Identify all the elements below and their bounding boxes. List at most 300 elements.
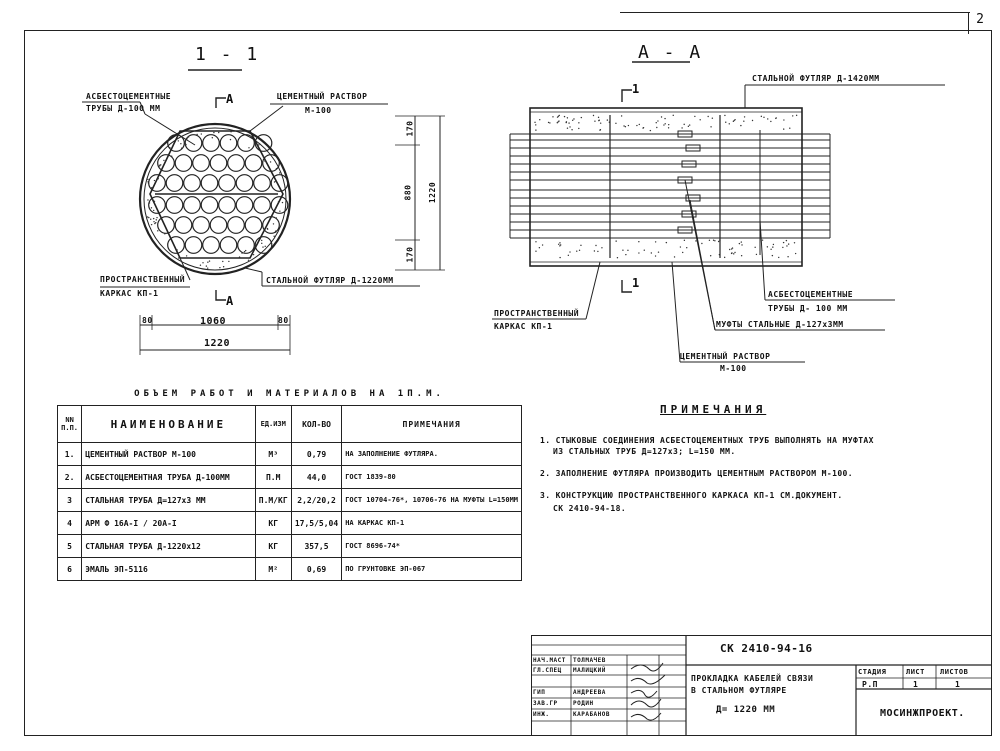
mortar-dot (181, 148, 182, 149)
mortar-dot (169, 147, 170, 148)
cell-qty: 0,69 (291, 558, 341, 581)
mortar-dot (621, 115, 622, 116)
mortar-dot (713, 240, 714, 241)
drawing-title-1: ПРОКЛАДКА КАБЕЛЕЙ СВЯЗИ (691, 674, 814, 683)
mortar-dot (683, 124, 684, 125)
pipe-circle (203, 135, 220, 152)
mortar-dot (598, 117, 599, 118)
mortar-dot (734, 252, 735, 253)
mortar-dot (549, 122, 550, 123)
mortar-dot (744, 116, 745, 117)
mortar-dot (253, 254, 254, 255)
mortar-dot (594, 120, 595, 121)
mortar-dot (794, 242, 795, 243)
dim-80-left: 80 (142, 316, 153, 325)
mortar-dot (559, 115, 560, 116)
mortar-dot (262, 246, 263, 247)
mortar-dot (741, 255, 742, 256)
mortar-dot (729, 123, 730, 124)
mortar-dot (164, 233, 165, 234)
mortar-dot (213, 132, 214, 133)
pipe-circle (236, 175, 253, 192)
mortar-dot (159, 165, 160, 166)
mortar-dot (792, 115, 793, 116)
mortar-dot (725, 122, 726, 123)
mortar-dot (535, 241, 536, 242)
cell-num: 2. (58, 466, 82, 489)
note-line-2: ИЗ СТАЛЬНЫХ ТРУБ Д=127х3; L=150 ММ. (553, 447, 736, 456)
mortar-dot (623, 125, 624, 126)
note-line-3: 2. ЗАПОЛНЕНИЕ ФУТЛЯРА ПРОИЗВОДИТЬ ЦЕМЕНТНЫМ РАСТВОРОМ М-100. (540, 469, 853, 478)
mortar-dot (275, 181, 276, 182)
dim-880: 880 (403, 184, 413, 201)
mortar-dot (207, 261, 208, 262)
mortar-dot (655, 255, 656, 256)
cell-unit: КГ (255, 535, 291, 558)
mortar-dot (680, 246, 681, 247)
mortar-dot (718, 241, 719, 242)
mortar-dot (569, 126, 570, 127)
doc-code: СК 2410-94-16 (720, 642, 813, 655)
mortar-dot (656, 122, 657, 123)
mortar-dot (636, 125, 637, 126)
mortar-dot (754, 247, 755, 248)
dim-1220-vertical: 1220 (428, 181, 438, 204)
mortar-dot (186, 255, 187, 256)
mortar-dot (273, 236, 274, 237)
mortar-dot (786, 240, 787, 241)
pipe-circle (203, 237, 220, 254)
cell-num: 3 (58, 489, 82, 512)
mortar-dot (261, 240, 262, 241)
mortar-dot (209, 260, 210, 261)
mortar-dot (694, 116, 695, 117)
mortar-dot (207, 267, 208, 268)
mortar-dot (772, 255, 773, 256)
signer-role: ЗАВ.ГР (533, 700, 558, 707)
mortar-dot (615, 123, 616, 124)
mortar-dot (576, 250, 577, 251)
pipe-circle (263, 217, 280, 234)
pipe-circle (228, 217, 245, 234)
mortar-dot (535, 251, 536, 252)
cell-name: СТАЛЬНАЯ ТРУБА Д=127х3 ММ (82, 489, 255, 512)
cell-note: НА ЗАПОЛНЕНИЕ ФУТЛЯРА. (342, 443, 522, 466)
mortar-dot (152, 199, 153, 200)
table-row (58, 535, 522, 558)
mortar-dot (180, 143, 181, 144)
mortar-dot (566, 121, 567, 122)
mortar-dot (264, 160, 265, 161)
cell-unit: П.М (255, 466, 291, 489)
mortar-dot (157, 230, 158, 231)
pipe-circle (245, 217, 262, 234)
mortar-dot (248, 147, 249, 148)
mortar-dot (710, 126, 711, 127)
cell-note: ГОСТ 10704-76*, 10706-76 НА МУФТЫ L=150ММ (342, 489, 522, 512)
pipe-circle (236, 197, 253, 214)
label-casing-1420: СТАЛЬНОЙ ФУТЛЯР Д-1420ММ (752, 74, 880, 83)
mortar-dot (763, 117, 764, 118)
mortar-dot (714, 240, 715, 241)
mortar-dot (196, 134, 197, 135)
sheet-corner-number: 2 (968, 12, 991, 34)
pipe-circle (254, 175, 271, 192)
mortar-dot (163, 160, 164, 161)
pipe-circle (175, 217, 192, 234)
mortar-dot (248, 260, 249, 261)
mortar-dot (650, 130, 651, 131)
mortar-dot (581, 117, 582, 118)
mortar-dot (701, 243, 702, 244)
mortar-dot (147, 216, 148, 217)
mortar-dot (558, 120, 559, 121)
mortar-dot (558, 244, 559, 245)
pipe-circle (166, 175, 183, 192)
mortar-dot (644, 250, 645, 251)
mortar-dot (230, 131, 231, 132)
mortar-dot (578, 128, 579, 129)
mortar-dot (239, 256, 240, 257)
label-casing-1220: СТАЛЬНОЙ ФУТЛЯР Д-1220ММ (266, 276, 394, 285)
mortar-dot (600, 129, 601, 130)
mortar-dot (741, 241, 742, 242)
mortar-dot (218, 132, 219, 133)
mortar-dot (567, 128, 568, 129)
label-mortar-2: М-100 (305, 106, 332, 115)
quantities-title: ОБЪЕМ РАБОТ И МАТЕРИАЛОВ НА 1П.М. (58, 383, 522, 406)
mortar-dot (689, 124, 690, 125)
label-frame-1: ПРОСТРАНСТВЕННЫЙ (100, 275, 186, 284)
drawing-title-2: В СТАЛЬНОМ ФУТЛЯРЕ (691, 686, 787, 695)
pipe-circle (149, 175, 166, 192)
cell-unit: КГ (255, 512, 291, 535)
pipe-circle (185, 237, 202, 254)
mortar-dot (149, 202, 150, 203)
cell-name: ЭМАЛЬ ЭП-5116 (82, 558, 255, 581)
signer-name: ТОЛМАЧЕВ (573, 657, 606, 664)
mortar-dot (661, 116, 662, 117)
signer-role: ИНЖ. (533, 711, 550, 718)
mortar-dot (245, 250, 246, 251)
mortar-dot (712, 118, 713, 119)
pipe-circle (158, 217, 175, 234)
label-pipes-1: АСБЕСТОЦЕМЕНТНЫЕ (86, 92, 172, 101)
mortar-dot (171, 156, 172, 157)
signer-role: ГЛ.СПЕЦ (533, 667, 562, 674)
mortar-dot (668, 127, 669, 128)
mortar-dot (772, 246, 773, 247)
mortar-dot (261, 243, 262, 244)
mortar-dot (770, 249, 771, 250)
cell-num: 1. (58, 443, 82, 466)
mortar-dot (279, 172, 280, 173)
mortar-dot (681, 127, 682, 128)
mortar-dot (783, 242, 784, 243)
mortar-dot (151, 224, 152, 225)
mortar-dot (176, 249, 177, 250)
section-mark-a-top: А (226, 92, 234, 106)
mortar-dot (147, 199, 148, 200)
mortar-dot (666, 242, 667, 243)
header-name: НАИМЕНОВАНИЕ (82, 406, 255, 443)
mortar-dot (559, 242, 560, 243)
mortar-dot (695, 240, 696, 241)
label-aa-mortar-1: ЦЕМЕНТНЫЙ РАСТВОР (680, 352, 771, 361)
table-row (58, 466, 522, 489)
mortar-dot (202, 262, 203, 263)
mortar-dot (638, 252, 639, 253)
mortar-dot (729, 249, 730, 250)
mortar-dot (188, 136, 189, 137)
mortar-dot (773, 244, 774, 245)
mortar-dot (567, 117, 568, 118)
table-row (58, 489, 522, 512)
mortar-dot (682, 252, 683, 253)
mortar-dot (786, 245, 787, 246)
mortar-dot (788, 243, 789, 244)
mortar-dot (734, 119, 735, 120)
dim-1060: 1060 (200, 316, 227, 327)
cell-qty: 357,5 (291, 535, 341, 558)
pipe-circle (220, 135, 237, 152)
mortar-dot (263, 156, 264, 157)
mortar-dot (153, 221, 154, 222)
mortar-dot (273, 223, 274, 224)
mortar-dot (186, 138, 187, 139)
mortar-dot (578, 122, 579, 123)
pipe-circle (219, 197, 236, 214)
long-pipes (510, 134, 830, 238)
couplings-column (678, 131, 700, 233)
table-row (58, 512, 522, 535)
section-mark-a-bottom: А (226, 294, 234, 308)
mortar-dot (275, 230, 276, 231)
mortar-dot (688, 126, 689, 127)
cell-qty: 44,0 (291, 466, 341, 489)
label-aa-pipes-1: АСБЕСТОЦЕМЕНТНЫЕ (768, 290, 854, 299)
note-line-1: 1. СТЫКОВЫЕ СОЕДИНЕНИЯ АСБЕСТОЦЕМЕНТНЫХ ТРУБ ВЫПОЛНЯТЬ НА МУФТАХ (540, 436, 874, 445)
mortar-dot (597, 251, 598, 252)
mortar-dot (724, 257, 725, 258)
mortar-dot (539, 247, 540, 248)
mortar-dot (778, 257, 779, 258)
mortar-dot (770, 121, 771, 122)
section-a-a-title: А - А (638, 42, 703, 63)
mortar-dot (559, 257, 560, 258)
mortar-dot (151, 207, 152, 208)
cell-num: 5 (58, 535, 82, 558)
section-1-1-title: 1 - 1 (195, 44, 260, 65)
mortar-dot (599, 120, 600, 121)
mortar-dot (279, 210, 280, 211)
mortar-dot (154, 201, 155, 202)
mortar-dot (147, 181, 148, 182)
label-aa-pipes-2: ТРУБЫ Д- 100 ММ (768, 304, 848, 313)
label-pipes-2: ТРУБЫ Д-100 ММ (86, 104, 161, 113)
mortar-dot (656, 127, 657, 128)
stage-header: СТАДИЯ (858, 668, 887, 676)
pipe-circle (201, 175, 218, 192)
mortar-dot (276, 217, 277, 218)
mortar-dot (153, 210, 154, 211)
mortar-dot (158, 178, 159, 179)
mortar-dot (674, 256, 675, 257)
mortar-dot (560, 244, 561, 245)
pipe-circle (210, 155, 227, 172)
mortar-dot (607, 119, 608, 120)
cell-unit: М² (255, 558, 291, 581)
mortar-dot (275, 208, 276, 209)
label-mortar-1: ЦЕМЕНТНЫЙ РАСТВОР (277, 92, 368, 101)
pipe-circle (193, 217, 210, 234)
mortar-dot (740, 125, 741, 126)
mortar-dot (568, 255, 569, 256)
mortar-dot (178, 257, 179, 258)
table-row (58, 558, 522, 581)
pipe-circle (201, 197, 218, 214)
header-note: ПРИМЕЧАНИЯ (342, 406, 522, 443)
table-row (58, 443, 522, 466)
label-frame-2: КАРКАС КП-1 (100, 289, 159, 298)
mortar-dot (709, 240, 710, 241)
pipe-circle (158, 155, 175, 172)
mortar-dot (628, 125, 629, 126)
mortar-dot (201, 133, 202, 134)
mortar-dot (265, 246, 266, 247)
mortar-dot (796, 115, 797, 116)
mortar-dot (241, 252, 242, 253)
mortar-dot (627, 250, 628, 251)
mortar-dot (617, 257, 618, 258)
dim-1220-horizontal: 1220 (204, 338, 231, 349)
mortar-dot (686, 247, 687, 248)
dim-170-bottom: 170 (405, 246, 415, 263)
mortar-dot (639, 124, 640, 125)
cell-note: ГОСТ 1839-80 (342, 466, 522, 489)
pipe-circle (219, 175, 236, 192)
mortar-dot (789, 128, 790, 129)
mortar-dot (148, 183, 149, 184)
mortar-dot (625, 254, 626, 255)
mortar-dot (274, 181, 275, 182)
mortar-dot (707, 116, 708, 117)
mortar-dot (657, 120, 658, 121)
mortar-dot (535, 124, 536, 125)
note-line-4: 3. КОНСТРУКЦИЮ ПРОСТРАНСТВЕННОГО КАРКАСА КП-1 СМ.ДОКУМЕНТ. (540, 491, 843, 500)
pipe-circle (184, 197, 201, 214)
header-qty: КОЛ-ВО (291, 406, 341, 443)
mortar-dot (548, 122, 549, 123)
mortar-dot (732, 247, 733, 248)
mortar-dot (573, 118, 574, 119)
notes-title: ПРИМЕЧАНИЯ (660, 403, 767, 416)
mortar-dot (622, 250, 623, 251)
cell-unit: П.М/КГ (255, 489, 291, 512)
mortar-dot (665, 123, 666, 124)
mortar-dot (154, 174, 155, 175)
quantities-rows (58, 443, 522, 581)
mortar-dot (206, 265, 207, 266)
cell-name: СТАЛЬНАЯ ТРУБА Д-1220х12 (82, 535, 255, 558)
mortar-dot (579, 250, 580, 251)
mortar-dot (212, 137, 213, 138)
mortar-dot (230, 139, 231, 140)
cell-qty: 17,5/5,04 (291, 512, 341, 535)
mortar-dot (580, 245, 581, 246)
section-mark-1-bottom: 1 (632, 276, 640, 290)
cell-name: ЦЕМЕНТНЫЙ РАСТВОР М-100 (82, 443, 255, 466)
signer-name: РОДИН (573, 700, 594, 707)
mortar-dot (154, 180, 155, 181)
mortar-dot (185, 143, 186, 144)
section-mark-1-top: 1 (632, 82, 640, 96)
quantities-table (57, 383, 522, 581)
pipe-circle (185, 135, 202, 152)
mortar-dot (787, 256, 788, 257)
mortar-dot (282, 202, 283, 203)
mortar-dot (572, 120, 573, 121)
mortar-dot (782, 247, 783, 248)
mortar-dot (151, 187, 152, 188)
mortar-dot (542, 244, 543, 245)
pipe-circle (210, 217, 227, 234)
dim-80-right: 80 (278, 316, 289, 325)
drawing-title-3: Д= 1220 ММ (716, 705, 776, 715)
mortar-dot (200, 265, 201, 266)
mortar-dot (222, 261, 223, 262)
cell-name: АСБЕСТОЦЕМЕНТНАЯ ТРУБА Д-100ММ (82, 466, 255, 489)
mortar-dot (258, 144, 259, 145)
mortar-dot (571, 129, 572, 130)
mortar-dot (569, 251, 570, 252)
cell-num: 4 (58, 512, 82, 535)
signer-name: АНДРЕЕВА (573, 689, 606, 696)
mortar-dot (783, 119, 784, 120)
cell-name: АРМ Ф 16А-I / 20А-I (82, 512, 255, 535)
signer-name: МАЛИЦКИЙ (573, 667, 606, 674)
note-line-5: СК 2410-94-18. (553, 504, 627, 513)
sheets-header: ЛИСТОВ (940, 668, 969, 676)
sheet-header: ЛИСТ (906, 668, 925, 676)
mortar-dot (156, 219, 157, 220)
pipe-circle (166, 197, 183, 214)
mortar-dot (595, 245, 596, 246)
mortar-dot (733, 253, 734, 254)
header-num: NN П.П. (58, 406, 82, 443)
cell-qty: 2,2/20,2 (291, 489, 341, 512)
signer-name: КАРАБАНОВ (573, 711, 611, 718)
mortar-dot (658, 251, 659, 252)
mortar-dot (767, 246, 768, 247)
pipe-circle (220, 237, 237, 254)
label-aa-frame-1: ПРОСТРАНСТВЕННЫЙ (494, 309, 580, 318)
mortar-dot (270, 161, 271, 162)
header-unit: ЕД.ИЗМ (255, 406, 291, 443)
signer-role: НАЧ.МАСТ (533, 657, 566, 664)
mortar-dot (739, 243, 740, 244)
cell-note: ПО ГРУНТОВКЕ ЭП-067 (342, 558, 522, 581)
mortar-dot (267, 228, 268, 229)
mortar-dot (752, 120, 753, 121)
mortar-dot (155, 222, 156, 223)
label-aa-frame-2: КАРКАС КП-1 (494, 322, 553, 331)
pipe-circle (245, 155, 262, 172)
mortar-dot (593, 115, 594, 116)
cell-num: 6 (58, 558, 82, 581)
mortar-dot (663, 124, 664, 125)
pipe-circle (254, 197, 271, 214)
